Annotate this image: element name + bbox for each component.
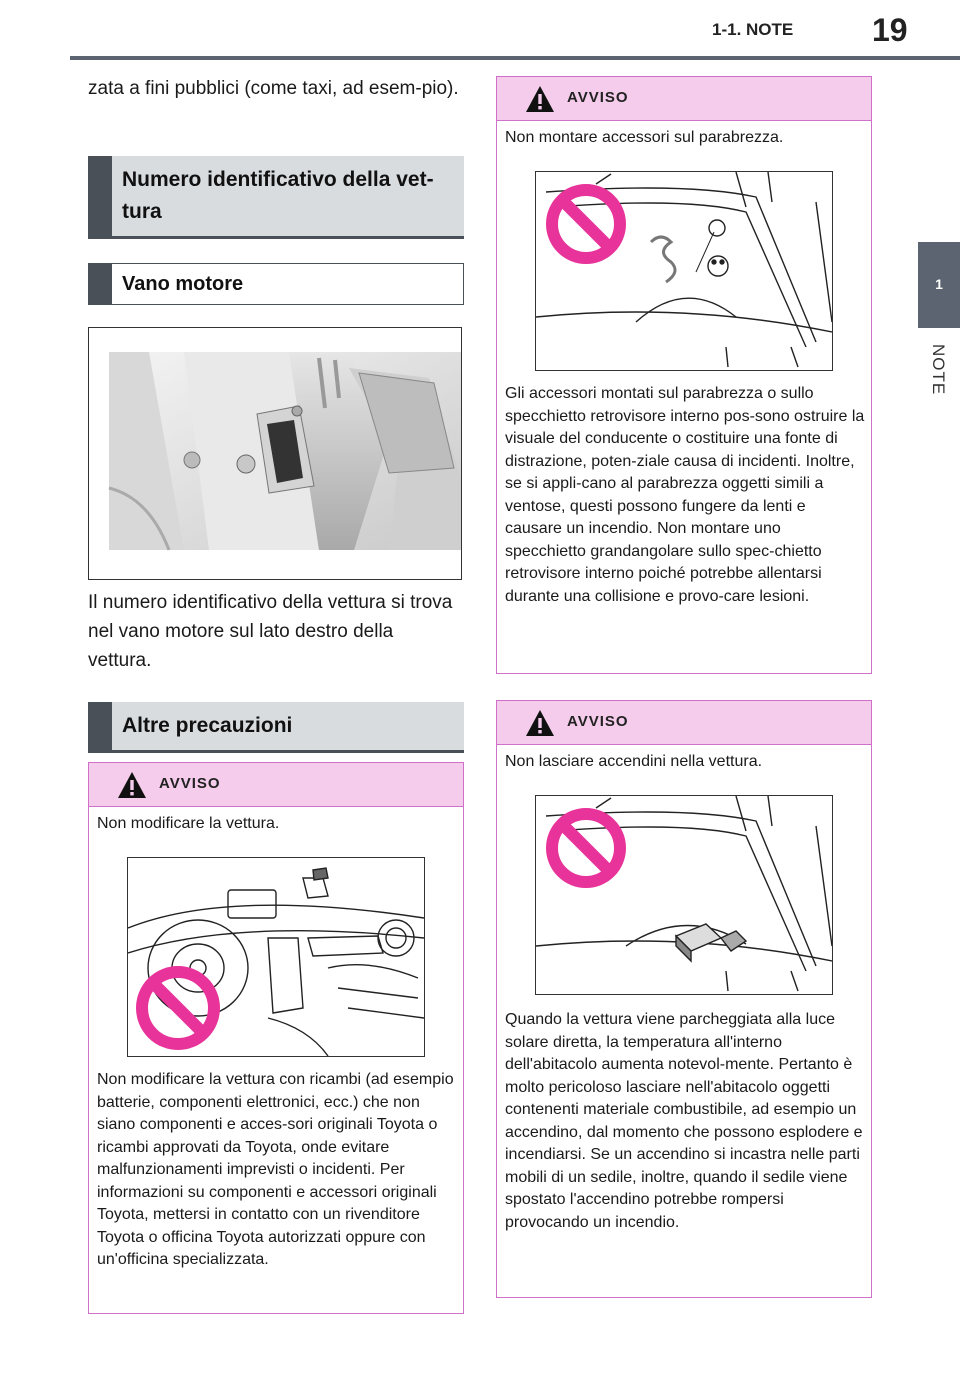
warning-triangle-icon (525, 85, 555, 113)
warning-box-windshield (496, 76, 872, 674)
windshield-figure (535, 171, 833, 371)
prohibition-icon (552, 814, 620, 882)
windshield-illustration (536, 172, 832, 370)
warning-body: Gli accessori montati sul parabrezza o sullo specchietto retrovisore interno pos-sono ostruire la visuale del conducente o costituire una fonte di distrazione, poten-ziale causa di incidenti. Inoltre, se si appli-cano al parabrezza oggetti simili a ventose, questi possono fungere da lenti e causare un incendio. Non montare uno specchietto grandangolare sullo spec-chietto retrovisore interno poiché potrebbe allentarsi durante una collisione e provo-care lesioni. (505, 385, 865, 605)
heading-bar (88, 263, 112, 305)
heading-bar (88, 156, 112, 236)
dashboard-figure (127, 857, 425, 1057)
prohibition-icon (552, 190, 620, 258)
section-heading-vehicle-id (88, 156, 464, 239)
intro-paragraph: zata a fini pubblici (come taxi, ad esem-pio). (88, 78, 459, 99)
warning-title: AVVISO (567, 713, 629, 730)
section-heading-text: Numero identificativo della vet-tura (112, 156, 464, 236)
engine-bay-figure (88, 327, 462, 580)
header-rule (70, 56, 960, 60)
section-heading-other (88, 702, 464, 753)
lighter-figure (535, 795, 833, 995)
subsection-heading-text: Vano motore (112, 263, 464, 305)
warning-lead: Non modificare la vettura. (97, 815, 280, 832)
warning-header (497, 701, 871, 745)
chapter-number: 1 (935, 276, 943, 292)
warning-lead: Non lasciare accendini nella vettura. (505, 753, 763, 770)
warning-body: Non modificare la vettura con ricambi (ad esempio batterie, componenti elettronici, ecc.) che non siano componenti e acces-sori originali Toyota o ricambi approvati da Toyota, onde evitare malfunzionamenti imprevisti o incidenti. Per informazioni su componenti e accessori originali Toyota, mettersi in contatto con un rivenditore Toyota o officina Toyota autorizzati oppure con un'officina specializzata. (97, 1071, 454, 1268)
subsection-heading-engine (88, 263, 464, 305)
chapter-tab[interactable] (918, 242, 960, 328)
page-number: 19 (872, 12, 908, 48)
heading-bar (88, 702, 112, 750)
warning-body: Quando la vettura viene parcheggiata alla luce solare diretta, la temperatura all'interno dell'abitacolo aumenta notevol-mente. Pertanto è molto pericoloso lasciare nell'abitacolo oggetti contenenti materiale combustibile, ad esempio un accendino, dal momento che possono esplodere e incendiarsi. Se un accendino si incastra nelle parti mobili di un sedile, inoltre, quando il sedile viene spostato l'accendino potrebbe rompersi provocando un incendio. (505, 1011, 863, 1231)
chapter-label: NOTE (929, 344, 948, 396)
warning-triangle-icon (117, 771, 147, 799)
warning-box-lighter (496, 700, 872, 1298)
warning-header (89, 763, 463, 807)
dashboard-illustration (128, 858, 424, 1056)
warning-header (497, 77, 871, 121)
warning-title: AVVISO (159, 775, 221, 792)
section-heading-text: Altre precauzioni (112, 702, 464, 750)
warning-box-modify (88, 762, 464, 1314)
engine-paragraph: Il numero identificativo della vettura si trova nel vano motore sul lato destro della vettura. (88, 592, 453, 671)
warning-triangle-icon (525, 709, 555, 737)
warning-title: AVVISO (567, 89, 629, 106)
warning-lead: Non montare accessori sul parabrezza. (505, 129, 784, 146)
running-header: 1-1. NOTE (712, 20, 794, 39)
engine-bay-illustration (89, 328, 461, 579)
lighter-illustration (536, 796, 832, 994)
